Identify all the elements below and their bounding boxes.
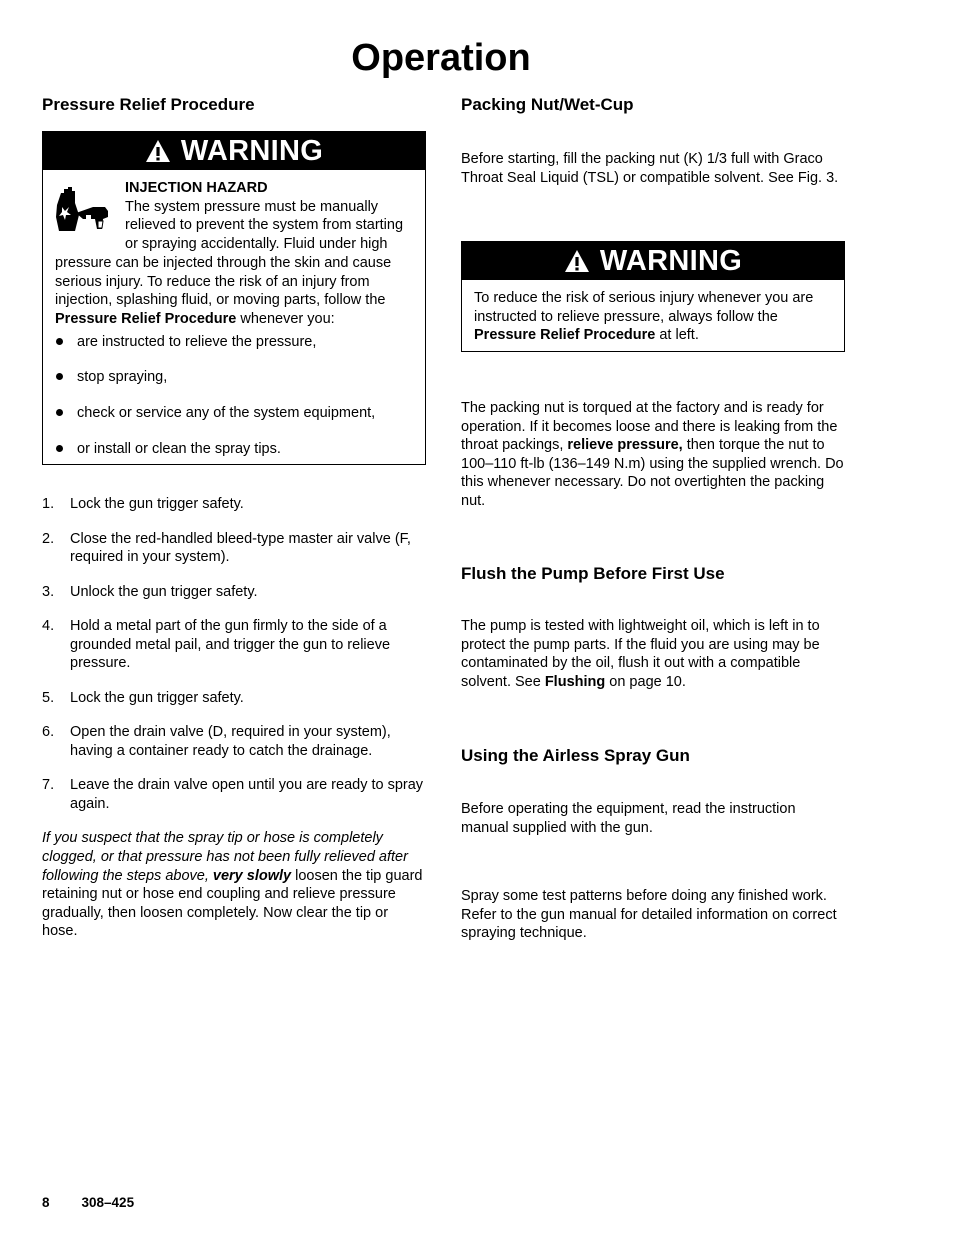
list-item xyxy=(55,333,413,352)
flush-pump-text xyxy=(461,617,845,691)
step-item xyxy=(42,723,426,760)
flush-pump-heading: Flush the Pump Before First Use xyxy=(461,564,725,584)
warning-label: WARNING xyxy=(180,135,324,167)
warning-body xyxy=(43,170,425,464)
spray-gun-text-2: Spray some test patterns before doing any finished work. Refer to the gun manual for detailed information on correct spraying technique. xyxy=(461,888,837,942)
pressure-warning-box xyxy=(461,241,845,352)
warning-body xyxy=(462,280,844,351)
step-number: 7. xyxy=(42,777,55,794)
pressure-relief-steps xyxy=(42,495,426,813)
note-bold-italic: very slowly xyxy=(212,867,292,884)
injection-warning-box xyxy=(42,131,426,465)
step-item xyxy=(42,617,426,673)
packing-nut-text: Before starting, fill the packing nut (K) 1/3 full with Graco Throat Seal Liquid (TSL) or compatible solvent. See Fig. 3. xyxy=(461,151,839,186)
clogged-tip-note xyxy=(42,829,426,941)
bullet-text: stop spraying, xyxy=(77,369,168,386)
hazard-text-bold: Pressure Relief Procedure xyxy=(55,310,237,327)
step-text: Leave the drain valve open until you are ready to spray again. xyxy=(70,777,424,812)
hazard-title: INJECTION HAZARD xyxy=(125,180,268,196)
list-item xyxy=(55,404,413,423)
step-text: Hold a metal part of the gun firmly to the side of a grounded metal pail, and trigger the gun to relieve pressure. xyxy=(70,618,391,672)
bullet-icon xyxy=(56,338,63,345)
spray-gun-heading: Using the Airless Spray Gun xyxy=(461,746,690,766)
flush-text-part: The pump is tested with lightweight oil, which is left in to protect the pump parts. If the fluid you are using may be contaminated by the oil, flush it out with a compatible solvent. See xyxy=(461,618,820,690)
warning-text-part: at left. xyxy=(655,327,699,344)
bullet-icon xyxy=(56,373,63,380)
page-title: Operation xyxy=(351,37,531,79)
list-item xyxy=(55,440,413,459)
pressure-relief-heading: Pressure Relief Procedure xyxy=(42,95,255,114)
list-item xyxy=(55,368,413,387)
hazard-text-part: The system pressure must be manually relieved to prevent the system from starting or spraying accidentally. Fluid under high pressure can be injected through the skin and cause serious injury. To reduce the risk of an injury from injection, splashing fluid, or moving parts, follow the xyxy=(55,198,404,309)
step-item xyxy=(42,689,426,708)
step-text: Unlock the gun trigger safety. xyxy=(70,583,258,600)
bullet-text: or install or clean the spray tips. xyxy=(77,440,281,457)
warning-header xyxy=(43,132,425,170)
bullet-icon xyxy=(56,445,63,452)
step-item xyxy=(42,495,426,514)
spray-gun-text-1: Before operating the equipment, read the instruction manual supplied with the gun. xyxy=(461,801,796,836)
step-number: 1. xyxy=(42,496,55,513)
packing-torque-text xyxy=(461,399,845,510)
hazard-bullet-list xyxy=(55,333,413,459)
warning-text-part: To reduce the risk of serious injury whenever you are instructed to relieve pressure, always follow the xyxy=(474,290,814,325)
flush-text-bold: Flushing xyxy=(544,673,606,690)
page-number: 8 xyxy=(42,1195,50,1210)
right-column xyxy=(461,94,845,943)
torque-text-bold: relieve pressure, xyxy=(567,437,683,454)
warning-triangle-icon xyxy=(564,249,590,273)
step-text: Close the red-handled bleed-type master air valve (F, required in your system). xyxy=(70,530,411,566)
warning-label: WARNING xyxy=(599,245,743,277)
step-number: 3. xyxy=(42,583,55,600)
page-footer xyxy=(42,1195,134,1210)
flush-text-part: on page 10. xyxy=(605,673,686,690)
warning-triangle-icon xyxy=(145,139,171,163)
injection-hazard-icon xyxy=(53,185,119,243)
step-number: 2. xyxy=(42,530,55,547)
bullet-icon xyxy=(56,409,63,416)
bullet-text: are instructed to relieve the pressure, xyxy=(77,333,317,350)
step-number: 6. xyxy=(42,724,55,741)
step-text: Lock the gun trigger safety. xyxy=(70,496,244,513)
torque-text-part: The packing nut is torqued at the factory and is ready for operation. If it becomes loose and there is leaking from the throat packings, xyxy=(461,400,838,454)
torque-text-part: then torque the nut to 100–110 ft-lb (136–149 N.m) using the supplied wrench. Do this whenever necessary. Do not overtighten the packing nut. xyxy=(461,437,844,509)
packing-nut-heading: Packing Nut/Wet-Cup xyxy=(461,95,634,114)
step-text: Open the drain valve (D, required in your system), having a container ready to catch the drainage. xyxy=(70,724,391,759)
step-item xyxy=(42,583,426,602)
note-text: loosen the tip guard retaining nut or hose end coupling and relieve pressure gradually, then loosen completely. Now clear the tip or hose. xyxy=(42,867,423,940)
step-text: Lock the gun trigger safety. xyxy=(70,689,244,706)
step-item xyxy=(42,530,426,567)
warning-header xyxy=(462,242,844,280)
left-column xyxy=(42,94,426,941)
step-item xyxy=(42,776,426,813)
hazard-text-part: whenever you: xyxy=(236,310,335,327)
note-italic: If you suspect that the spray tip or hose is completely clogged, or that pressure has not been fully relieved after following the steps above, xyxy=(42,830,408,884)
step-number: 4. xyxy=(42,618,55,635)
bullet-text: check or service any of the system equipment, xyxy=(77,405,376,422)
warning-text-bold: Pressure Relief Procedure xyxy=(474,327,656,344)
step-number: 5. xyxy=(42,689,55,706)
document-number: 308–425 xyxy=(81,1195,135,1210)
